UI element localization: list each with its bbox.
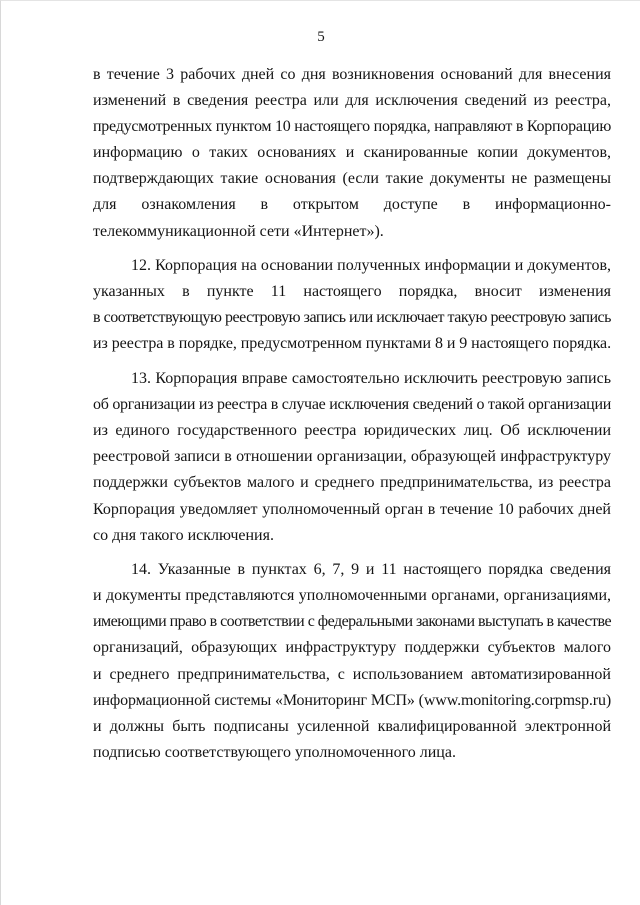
- paragraph-12: [93, 253, 611, 357]
- text-line: поддержки субъектов малого и среднего предпринимательства, из реестра: [93, 474, 611, 492]
- paragraph-14: [93, 557, 611, 766]
- text-line: указанных в пункте 11 настоящего порядка, вносит изменения: [93, 283, 611, 301]
- paragraph-13: [93, 366, 611, 549]
- text-line: реестровой записи в отношении организации, образующей инфраструктуру: [93, 448, 611, 466]
- document-body: [93, 62, 611, 774]
- text-line: со дня такого исключения.: [93, 526, 274, 544]
- text-line: из единого государственного реестра юридических лиц. Об исключении: [93, 422, 611, 440]
- text-line: изменений в сведения реестра или для исключения сведений из реестра,: [93, 92, 611, 110]
- text-line: Корпорация уведомляет уполномоченный орган в течение 10 рабочих дней: [93, 500, 611, 518]
- text-line: предусмотренных пунктом 10 настоящего порядка, направляют в Корпорацию: [93, 118, 612, 136]
- text-line: и документы представляются уполномоченными органами, организациями,: [93, 587, 611, 605]
- text-line: имеющими право в соответствии с федеральными законами выступать в качестве: [93, 613, 612, 631]
- text-line: информацию о таких основаниях и сканированные копии документов,: [93, 144, 611, 162]
- text-line: из реестра в порядке, предусмотренном пунктами 8 и 9 настоящего порядка.: [93, 335, 612, 353]
- text-line: в соответствующую реестровую запись или исключает такую реестровую запись: [93, 309, 611, 327]
- paragraph-continuation: [93, 62, 611, 245]
- text-line: 13. Корпорация вправе самостоятельно исключить реестровую запись: [131, 370, 611, 388]
- text-line: подписью соответствующего уполномоченного лица.: [93, 743, 456, 761]
- text-line: для ознакомления в открытом доступе в информационно-: [93, 196, 611, 214]
- text-line: подтверждающих такие основания (если такие документы не размещены: [93, 170, 611, 188]
- text-line: и должны быть подписаны усиленной квалифицированной электронной: [93, 717, 611, 735]
- text-line: телекоммуникационной сети «Интернет»).: [93, 222, 384, 240]
- text-line: организаций, образующих инфраструктуру поддержки субъектов малого: [93, 639, 611, 657]
- text-line: 14. Указанные в пунктах 6, 7, 9 и 11 настоящего порядка сведения: [131, 561, 611, 579]
- text-line: об организации из реестра в случае исключения сведений о такой организации: [93, 396, 612, 414]
- page-number: 5: [317, 29, 325, 45]
- text-line: 12. Корпорация на основании полученных информации и документов,: [131, 257, 611, 275]
- text-line: информационной системы «Мониторинг МСП» (www.monitoring.corpmsp.ru): [93, 691, 612, 709]
- text-line: в течение 3 рабочих дней со дня возникновения оснований для внесения: [93, 66, 611, 83]
- text-line: и среднего предпринимательства, с использованием автоматизированной: [93, 665, 611, 683]
